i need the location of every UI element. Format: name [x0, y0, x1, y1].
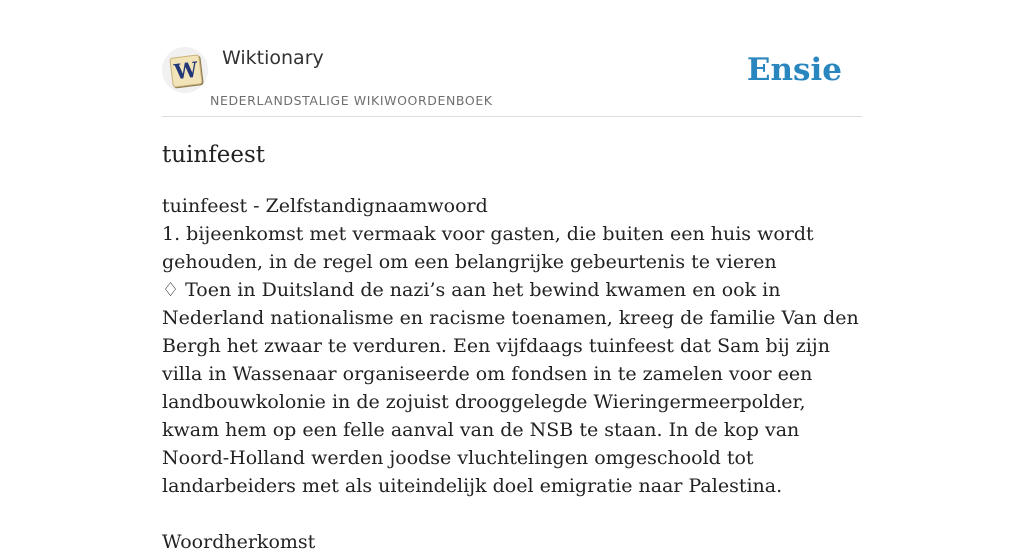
example-sentence: ♢ Toen in Duitsland de nazi’s aan het bewind kwamen en ook in Nederland nationalisme en racisme toenamen, kreeg de familie Van den Bergh het zwaar te verduren. Een vijfdaags tuinfeest dat Sam bij zijn villa in Wassenaar organiseerde om fondsen in te zamelen voor een landbouwkolonie in de zojuist drooggelegde Wieringermeerpolder, kwam hem op een felle aanval van de NSB te staan. In de kop van Noord-Holland werden joodse vluchtelingen omgeschoold tot landarbeiders met als uiteindelijk doel emigratie naar Palestina. [162, 279, 859, 497]
section-heading-etymology: Woordherkomst [162, 531, 316, 553]
wiktionary-logo-icon[interactable] [162, 47, 208, 93]
part-of-speech-line: tuinfeest - Zelfstandignaamwoord [162, 195, 488, 217]
logo-letter: W [172, 56, 200, 85]
page-title: tuinfeest [162, 142, 266, 168]
site-name[interactable]: Wiktionary [222, 47, 324, 69]
spacer [162, 500, 867, 528]
entry-content [162, 192, 867, 556]
logo-tile [169, 54, 202, 87]
brand-logo[interactable]: Ensie [746, 52, 842, 88]
definition: 1. bijeenkomst met vermaak voor gasten, die buiten een huis wordt gehouden, in de regel om een belangrijke gebeurtenis te vieren [162, 223, 814, 273]
site-subtitle: NEDERLANDSTALIGE WIKIWOORDENBOEK [210, 93, 493, 108]
site-header [162, 0, 862, 117]
